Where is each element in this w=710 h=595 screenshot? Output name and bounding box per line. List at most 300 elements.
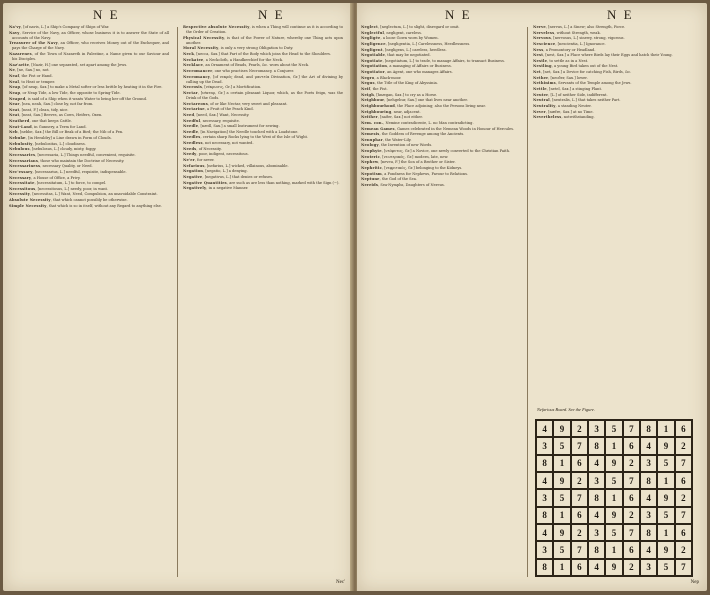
grid-cell: 8 — [536, 559, 553, 576]
entry-definition: [næfre, Sax.] at no Time. — [548, 109, 594, 114]
dictionary-entry: Neophyte, [νεόφυτος, Gr.] a Novice, one newly converted to the Christian Faith. — [361, 149, 511, 154]
entry-definition: [necessitosus, L.] needy, poor, in want. — [37, 186, 109, 191]
dictionary-entry: Nescience, [nescientia, L.] Ignorance. — [533, 41, 606, 46]
dictionary-entry: Nectareous, of or like Nectar, very sweet and pleasant. — [183, 101, 288, 106]
grid-cell: 9 — [553, 524, 570, 541]
dictionary-entry: Negotiate, [negotiatum, L.] to trade, to manage Affairs, to transact Business. — [361, 58, 505, 63]
dictionary-entry: Nest, [nest, Sax.] a Place where Birds lay their Eggs and hatch their Young. — [533, 53, 673, 58]
entry-definition: an Ornament of Beads, Pearls, &c. worn about the Neck. — [205, 63, 310, 68]
grid-cell: 6 — [675, 420, 692, 437]
entry-headword: Need — [183, 112, 195, 117]
entry-headword: Ness — [533, 47, 544, 52]
grid-cell: 8 — [640, 524, 657, 541]
dictionary-entry: Neat-Land, in Gunnery, a Term for Land. — [9, 124, 87, 129]
entry-headword: Negotiation — [361, 64, 388, 69]
entry-definition: [neveu, F.] the Son of a Brother or Sister. — [380, 160, 456, 165]
entry-headword: Neptune — [361, 177, 380, 182]
entry-headword: Neat — [9, 113, 20, 118]
dictionary-entry: Neglectful, negligent, careless. — [361, 30, 423, 35]
entry-headword: Nectareous — [183, 101, 208, 106]
grid-cell: 3 — [536, 437, 553, 454]
entry-definition: [nædl, Sax.] a small Instrument for sewing. — [200, 124, 280, 129]
grid-cell: 5 — [553, 541, 570, 558]
right-page-column-2 — [533, 25, 693, 405]
entry-headword: Negative Quantities — [183, 180, 227, 185]
dictionary-entry: Nectar, [νέκταρ, Gr.] a certain pleasant Liquor, which, as the Poets feign, was the Drink of the Gods. — [183, 90, 343, 100]
grid-cell: 1 — [605, 541, 622, 558]
entry-headword: Negotiable — [361, 53, 385, 58]
dictionary-entry: Neck, [necca, Sax.] that Part of the Body which joins the Head to the Shoulders. — [183, 52, 332, 57]
grid-cell: 2 — [675, 541, 692, 558]
entry-definition: a Promontory or Headland. — [545, 47, 596, 52]
grid-cell: 4 — [588, 455, 605, 472]
figure-title: Nefarious Board. See the Figure. — [537, 407, 595, 412]
grid-cell: 1 — [553, 507, 570, 524]
dictionary-entry: Nervous, [nervosus, L.] sinewy, strong, vigorous. — [533, 36, 625, 41]
grid-cell: 6 — [675, 472, 692, 489]
grid-cell: 7 — [675, 455, 692, 472]
entry-headword: Nest — [533, 53, 544, 58]
entry-definition: [in Navigation] the Needle touched with a Loadstone. — [200, 129, 299, 134]
entry-definition: a Fondness for Nephews, Favour to Relations. — [384, 171, 469, 176]
entry-definition: are such as are less than nothing, marked with the Sign (−). — [229, 180, 340, 185]
right-running-head-1: N E — [445, 7, 472, 22]
grid-cell: 4 — [588, 559, 605, 576]
entry-definition: Nemine contradicente, L. no Man contradicting. — [385, 120, 474, 125]
grid-cell: 2 — [623, 559, 640, 576]
dictionary-entry: Nethinims, Servants of the Temple among the Jews. — [533, 81, 632, 86]
entry-definition: a young Bird taken out of the Nest. — [554, 64, 619, 69]
entry-headword: Neighbourhood — [361, 103, 395, 108]
grid-cell: 8 — [640, 420, 657, 437]
dictionary-entry: Nebulæ, [in Heraldry] a Line drawn in Form of Clouds. — [9, 136, 112, 141]
entry-definition: [nea, neah, Sax.] close by, not far from. — [21, 102, 94, 107]
dictionary-entry: Nerve, [nervus, L.] a Sinew; also Strength, Force. — [533, 25, 626, 29]
entry-definition: [neutralis, L.] that takes neither Part. — [552, 98, 621, 103]
dictionary-entry: Treasurer of the Navy, an Officer, who receives Money out of the Exchequer, and pays the Charge of the Navy. — [9, 41, 169, 51]
entry-definition: [neoðer, Sax.] lower. — [550, 75, 588, 80]
entry-definition: is when a Thing will continue as it is according to the Order of Creation. — [186, 25, 343, 35]
grid-cell: 4 — [640, 489, 657, 506]
entry-headword: Needle — [183, 124, 199, 129]
entry-headword: Needy — [183, 152, 197, 157]
right-running-head-2: N E — [607, 7, 634, 22]
entry-definition: [νέκταρ, Gr.] a certain pleasant Liquor, which, as the Poets feign, was the Drink of the Gods. — [186, 90, 343, 100]
dictionary-entry: Near, [nea, neah, Sax.] close by, not far from. — [9, 102, 94, 107]
entry-headword: Nephew — [361, 160, 379, 165]
entry-headword: Nemean Games — [361, 126, 395, 131]
dictionary-entry: Neutrality, a standing Neuter. — [533, 103, 592, 108]
entry-definition: that may be negotiated. — [387, 53, 431, 58]
grid-cell: 7 — [623, 472, 640, 489]
dictionary-entry: Nerveless, without Strength, weak. — [533, 30, 601, 35]
entry-definition: [negligens, L.] careless, heedless. — [384, 47, 447, 52]
entry-headword: Nevertheless — [533, 115, 562, 120]
entry-definition: poor, indigent, necessitous. — [198, 152, 249, 157]
entry-definition: an Officer, who receives Money out of the Exchequer, and pays the Charge of the Navy. — [12, 41, 169, 51]
entry-definition: a managing of Affairs or Business. — [389, 64, 452, 69]
dictionary-entry: Neighbour, [nehgebur, Sax.] one that lives near another. — [361, 98, 468, 103]
left-page-column-2 — [183, 25, 343, 585]
dictionary-entry: Neif, the Fist. — [361, 87, 388, 92]
grid-cell: 4 — [640, 437, 657, 454]
grid-cell: 3 — [588, 524, 605, 541]
grid-cell: 7 — [675, 507, 692, 524]
entry-headword: Moral Necessity — [183, 46, 219, 51]
entry-headword: Neal — [9, 79, 20, 84]
entry-headword: Neuter — [533, 92, 549, 97]
grid-cell: 1 — [657, 420, 674, 437]
dictionary-entry: Neoteric, [νεωτερικός, Gr.] modern, late, new. — [361, 154, 449, 159]
dictionary-entry: Simple Necessity, that which is so in itself, without any Regard to anything else. — [9, 203, 162, 208]
entry-headword: Negro — [361, 75, 375, 80]
entry-definition: [of νεκρός dead, and μαντεία Divination, Gr.] the Art of divining by calling up the Dead. — [186, 74, 343, 84]
dictionary-entry: Neal, to Heat or temper. — [9, 79, 56, 84]
entry-definition: Service of the Navy, an Officer, whose business it is to answer the State of all accounts of the Navy. — [12, 30, 169, 40]
grid-cell: 1 — [553, 455, 570, 472]
entry-headword: Nectar — [183, 90, 198, 95]
entry-headword: Neckatee — [183, 57, 204, 62]
dictionary-entry: Necrosis, [νέκρωσις, Gr.] a Mortification. — [183, 85, 262, 90]
entry-definition: the Water-Lily. — [385, 137, 412, 142]
entry-definition: [negligentia, L.] Carelessness, Heedlessness. — [388, 41, 471, 46]
grid-cell: 7 — [675, 559, 692, 576]
dictionary-entry: Necromancer, one who practises Necromancy, a Conjurer. — [183, 68, 294, 73]
dictionary-entry: Negro, a Black-moor. — [361, 75, 402, 80]
entry-headword: Negotiator — [361, 70, 385, 75]
entry-headword: Neighbour — [361, 98, 385, 103]
entry-definition: [naðer, Sax.] not either. — [380, 115, 423, 120]
dictionary-entry: Necessary, a House of Office, a Privy. — [9, 175, 81, 180]
grid-cell: 9 — [605, 455, 622, 472]
grid-cell: 3 — [536, 489, 553, 506]
entry-headword: Neophyte — [361, 149, 382, 154]
entry-definition: [negotiatum, L.] to trade, to manage Affairs, to transact Business. — [384, 58, 505, 63]
entry-definition: to Heat or temper. — [21, 79, 56, 84]
entry-headword: Necessarians — [9, 158, 39, 163]
grid-cell: 2 — [675, 437, 692, 454]
dictionary-entry: Never, [næfre, Sax.] at no Time. — [533, 109, 594, 114]
entry-definition: [in Heraldry] a Line drawn in Form of Clouds. — [28, 136, 112, 141]
entry-definition: [neglectum, L.] to slight, disregard or omit. — [380, 25, 460, 29]
dictionary-entry: Necessity, [necessitas, L.] Want, Need, Compulsion, an unavoidable Constraint. — [9, 192, 158, 197]
dictionary-entry: Nebulous, [nebulosus, L.] cloudy, misty, foggy. — [9, 147, 97, 152]
entry-headword: Needful — [183, 118, 201, 123]
entry-definition: [neat, Sax.] Beeves, as Cows, Heifers, Oxen. — [21, 113, 103, 118]
entry-definition: [net, Sax.] a Device for catching Fish, Birds, &c. — [543, 70, 632, 75]
dictionary-entry: Na'vy, [of navis, L.] a Ship's Company of Ships of War. — [9, 25, 110, 29]
entry-definition: [nervosus, L.] sinewy, strong, vigorous. — [553, 36, 625, 41]
entry-headword: Nenuphar — [361, 137, 383, 142]
grid-cell: 6 — [571, 507, 588, 524]
entry-headword: Negligence — [361, 41, 386, 46]
entry-definition: the Fist or Hand. — [21, 73, 53, 78]
dictionary-entry: Nevertheless, notwithstanding. — [533, 115, 595, 120]
grid-cell: 7 — [571, 437, 588, 454]
entry-definition: not necessary, not wanted. — [204, 141, 254, 146]
dictionary-entry: Nenuphar, the Water-Lily. — [361, 137, 412, 142]
left-catchword: Nec' — [336, 580, 345, 585]
entry-headword: Ne — [9, 68, 15, 73]
grid-cell: 4 — [536, 472, 553, 489]
entry-headword: Neither — [361, 115, 378, 120]
entry-headword: Nettle — [533, 87, 547, 92]
grid-cell: 8 — [536, 455, 553, 472]
dictionary-entry: Physical Necessity, is that of the Power of Nature, whereby one Thing acts upon another. — [183, 35, 343, 45]
entry-headword: Neglect — [361, 25, 378, 29]
grid-cell: 3 — [640, 559, 657, 576]
left-running-head-2: N E — [258, 7, 285, 22]
entry-definition: without Strength, weak. — [556, 30, 601, 35]
grid-cell: 1 — [605, 437, 622, 454]
entry-headword: Respective absolute Necessity — [183, 25, 250, 29]
grid-cell: 2 — [571, 524, 588, 541]
entry-headword: Negligent — [361, 47, 383, 52]
dictionary-entry: Naz'arite, [Nazir, H.] one separated, set apart among the Jews. — [9, 62, 128, 67]
dictionary-entry: Needle, [in Navigation] the Needle touched with a Loadstone. — [183, 129, 299, 134]
entry-headword: Nec'essary — [9, 169, 33, 174]
grid-cell: 3 — [588, 420, 605, 437]
dictionary-entry: Nemean Games, Games celebrated in the Nemean Woods in Honour of Hercules. — [361, 126, 515, 131]
grid-cell: 1 — [553, 559, 570, 576]
grid-cell: 6 — [571, 455, 588, 472]
dictionary-entry: Neatherd, one that keeps Cattle. — [9, 119, 72, 124]
dictionary-entry: Negus, the Title of the King of Abyssinia. — [361, 81, 438, 86]
entry-definition: notwithstanding. — [563, 115, 595, 120]
entry-definition: certain sharp Rocks lying to the West of the Isle of Wight. — [202, 135, 309, 140]
entry-definition: the God of the Sea. — [381, 177, 418, 182]
entry-headword: Nestle — [533, 58, 548, 63]
dictionary-entry: Negative Quantities, are such as are less than nothing, marked with the Sign (−). — [183, 180, 340, 185]
entry-headword: Near — [9, 102, 20, 107]
dictionary-entry: Negative, [negativus, L.] that denies or refuses. — [183, 174, 274, 179]
entry-headword: Nem. con. — [361, 120, 384, 125]
dictionary-entry: Necessarians, those who maintain the Doctrine of Necessity. — [9, 158, 125, 163]
grid-cell: 2 — [623, 507, 640, 524]
dictionary-entry: Neat, [neat, Sax.] Beeves, as Cows, Heifers, Oxen. — [9, 113, 103, 118]
dictionary-entry: Needy, poor, indigent, necessitous. — [183, 152, 249, 157]
grid-cell: 5 — [605, 420, 622, 437]
entry-definition: in a negative Manner. — [208, 186, 249, 191]
entry-definition: of Necessity. — [198, 146, 222, 151]
entry-headword: Neat — [9, 107, 20, 112]
dictionary-entry: Neology, the Invention of new Words. — [361, 143, 433, 148]
dictionary-entry: Nefarious, [nefarius, L.] wicked, villainous, abominable. — [183, 163, 289, 168]
left-page-column-1 — [9, 25, 169, 585]
grid-cell: 7 — [623, 524, 640, 541]
grid-cell: 8 — [640, 472, 657, 489]
dictionary-entry: Nebulosity, [nebulositas, L.] cloudiness. — [9, 141, 86, 146]
entry-headword: Neat-Land — [9, 124, 32, 129]
grid-cell: 5 — [657, 455, 674, 472]
grid-cell: 8 — [536, 507, 553, 524]
entry-headword: Neighbouring — [361, 109, 392, 114]
dictionary-entry: Negligent, [negligens, L.] careless, heedless. — [361, 47, 447, 52]
entry-definition: [of neap, Sax.] to make a Metal softer or less brittle by heating it in the Fire. — [22, 85, 163, 90]
entry-definition: the Goddess of Revenge among the Ancients. — [381, 132, 465, 137]
entry-definition: [netel, Sax.] a stinging Plant. — [549, 87, 603, 92]
entry-headword: Nefarious — [183, 163, 205, 168]
dictionary-entry: Negligée, a loose Gown worn by Women. — [361, 36, 439, 41]
dictionary-entry: Nereids, Sea-Nymphs, Daughters of Nereus. — [361, 182, 445, 187]
dictionary-entry: Neutral, [neutralis, L.] that takes neither Part. — [533, 98, 621, 103]
entry-headword: Negative — [183, 174, 203, 179]
entry-headword: Neology — [361, 143, 379, 148]
dictionary-entry: Necessariness, necessary Quality, or Need. — [9, 164, 93, 169]
entry-definition: of the Town of Nazareth in Palestine, a Name given to our Saviour and his Disciples. — [12, 52, 169, 62]
right-catchword: Nep — [690, 580, 699, 585]
magic-square-grid — [535, 419, 693, 577]
entry-headword: Absolute Necessity — [9, 198, 51, 203]
entry-definition: a House of Office, a Privy. — [33, 175, 81, 180]
entry-headword: Necessariness — [9, 164, 41, 169]
grid-cell: 8 — [588, 437, 605, 454]
dictionary-entry: Neptune, the God of the Sea. — [361, 177, 418, 182]
dictionary-entry: Moral Necessity, is only a very strong Obligation to Duty. — [183, 46, 294, 51]
left-running-head-1: N E — [93, 7, 120, 22]
entry-headword: Neoteric — [361, 154, 380, 159]
entry-definition: a Fruit of the Peach Kind. — [207, 107, 254, 112]
dictionary-entry: Neckatee, a Neckcloth, a Handkerchief for the Neck. — [183, 57, 284, 62]
dictionary-entry: Neat, [neat, F.] clean, tidy, nice. — [9, 107, 69, 112]
right-page-column-1 — [361, 25, 521, 585]
grid-cell: 7 — [571, 541, 588, 558]
dictionary-entry: Need, [need, Sax.] Want, Necessity. — [183, 112, 250, 117]
entry-definition: [νέκρωσις, Gr.] a Mortification. — [204, 85, 262, 90]
entry-headword: Necrosis — [183, 85, 203, 90]
grid-cell: 1 — [657, 472, 674, 489]
entry-headword: Neb — [9, 130, 18, 135]
grid-cell: 9 — [553, 420, 570, 437]
grid-cell: 3 — [640, 507, 657, 524]
entry-headword: Necromancy — [183, 74, 211, 79]
grid-cell: 6 — [675, 524, 692, 541]
entry-definition: [necessarius, L.] needful, requisite, indispensable. — [34, 169, 127, 174]
entry-definition: the Invention of new Words. — [381, 143, 433, 148]
entry-headword: Neglectful — [361, 30, 385, 35]
entry-headword: Neck — [183, 52, 195, 57]
dictionary-entry: Neb, [nebbe, Sax.] the Bill or Beak of a Bird; the Nib of a Pen. — [9, 130, 124, 135]
entry-headword: Nerveless — [533, 30, 555, 35]
grid-cell: 9 — [657, 541, 674, 558]
entry-definition: for never. — [197, 158, 215, 162]
grid-cell: 2 — [623, 455, 640, 472]
entry-definition: is that of the Power of Nature, whereby one Thing acts upon another. — [186, 35, 343, 45]
dictionary-entry: Nemesis, the Goddess of Revenge among the Ancients. — [361, 132, 465, 137]
entry-definition: [necca, Sax.] that Part of the Body which joins the Head to the Shoulders. — [196, 52, 332, 57]
entry-headword: Nazarenes — [9, 52, 32, 57]
dictionary-entry: Nephew, [neveu, F.] the Son of a Brother or Sister. — [361, 160, 456, 165]
entry-headword: Simple Necessity — [9, 203, 47, 208]
entry-definition: [nebulositas, L.] cloudiness. — [34, 141, 86, 146]
entry-headword: Nemesis — [361, 132, 380, 137]
entry-definition: of or like Nectar, very sweet and pleasant. — [210, 101, 288, 106]
dictionary-entry: Nem. con., Nemine contradicente, L. no Man contradicting. — [361, 120, 474, 125]
entry-definition: [of navis, L.] a Ship's Company of Ships of War. — [23, 25, 110, 29]
entry-headword: Necessaries — [9, 152, 36, 157]
dictionary-entry: Necklace, an Ornament of Beads, Pearls, &c. worn about the Neck. — [183, 63, 310, 68]
dictionary-entry: Needle, [nædl, Sax.] a small Instrument for sewing. — [183, 124, 280, 129]
dictionary-entry: Necessitate, [necessitatum, L.] to force, to compel. — [9, 181, 107, 186]
dictionary-entry: Negation, [negatio, L.] a denying. — [183, 169, 248, 174]
grid-cell: 5 — [605, 472, 622, 489]
entry-definition: [necessitatum, L.] to force, to compel. — [36, 181, 107, 186]
dictionary-entry: Needless, not necessary, not wanted. — [183, 141, 254, 146]
entry-definition: the Title of the King of Abyssinia. — [377, 81, 438, 86]
dictionary-entry: Neaped, is said of a Ship when it wants Water to bring her off the Ground. — [9, 96, 148, 101]
entry-headword: Nephritic — [361, 166, 382, 171]
grid-cell: 3 — [640, 455, 657, 472]
entry-headword: Necessitate — [9, 181, 35, 186]
entry-definition: [νεωτερικός, Gr.] modern, late, new. — [382, 154, 449, 159]
entry-definition: the Place adjoining; also the Persons living near. — [397, 103, 486, 108]
dictionary-entry: Negotiator, an Agent, one who manages Affairs. — [361, 70, 453, 75]
entry-definition: one who practises Necromancy, a Conjurer. — [214, 68, 294, 73]
dictionary-entry: Nazarenes, of the Town of Nazareth in Palestine, a Name given to our Saviour and his Disciples. — [9, 52, 169, 62]
grid-cell: 6 — [623, 437, 640, 454]
dictionary-entry: Neap, or Neap Tide, a low Tide, the opposite to Spring-Tide. — [9, 90, 121, 95]
dictionary-entry: Nestle, to settle as in a Nest. — [533, 58, 589, 63]
entry-definition: near, adjacent. — [393, 109, 421, 114]
entry-definition: [negativus, L.] that denies or refuses. — [204, 174, 274, 179]
grid-cell: 9 — [605, 559, 622, 576]
entry-definition: [Nazir, H.] one separated, set apart among the Jews. — [31, 62, 128, 67]
entry-headword: Navy — [9, 30, 20, 35]
grid-cell: 1 — [657, 524, 674, 541]
grid-cell: 4 — [536, 524, 553, 541]
entry-headword: Neaf — [9, 73, 20, 78]
entry-definition: or Neap Tide, a low Tide, the opposite to Spring-Tide. — [22, 90, 121, 95]
dictionary-entry: Neither, [naðer, Sax.] not either. — [361, 115, 423, 120]
entry-definition: in Gunnery, a Term for Land. — [34, 124, 87, 129]
dictionary-entry: Nether, [neoðer, Sax.] lower. — [533, 75, 588, 80]
entry-headword: Negotiate — [361, 58, 383, 63]
grid-cell: 4 — [536, 420, 553, 437]
dictionary-entry: Necessitous, [necessitosus, L.] needy, poor, in want. — [9, 186, 109, 191]
entry-definition: Sea-Nymphs, Daughters of Nereus. — [380, 182, 445, 187]
entry-headword: Neif — [361, 87, 371, 92]
dictionary-entry: Neaf, the Fist or Hand. — [9, 73, 53, 78]
right-column-rule — [527, 27, 528, 577]
entry-headword: Neap — [9, 90, 21, 95]
dictionary-entry: Nepotism, a Fondness for Nephews, Favour to Relations. — [361, 171, 469, 176]
grid-cell: 5 — [553, 437, 570, 454]
dictionary-entry: Needles, certain sharp Rocks lying to the West of the Isle of Wight. — [183, 135, 309, 140]
entry-definition: is only a very strong Obligation to Duty. — [220, 46, 294, 51]
dictionary-entry: Net, [net, Sax.] a Device for catching Fish, Birds, &c. — [533, 70, 632, 75]
grid-cell: 6 — [623, 489, 640, 506]
entry-definition: [need, Sax.] Want, Necessity. — [196, 112, 250, 117]
entry-headword: Negligée — [361, 36, 381, 41]
entry-definition: [nescientia, L.] Ignorance. — [557, 41, 606, 46]
entry-headword: Nether — [533, 75, 549, 80]
entry-headword: Negus — [361, 81, 375, 86]
entry-headword: Necessary — [9, 175, 32, 180]
entry-headword: Nebulosity — [9, 141, 33, 146]
entry-headword: Necessitous — [9, 186, 36, 191]
dictionary-entry: Negotiable, that may be negotiated. — [361, 53, 431, 58]
entry-headword: Treasurer of the Navy — [9, 41, 58, 46]
right-page — [357, 3, 707, 591]
dictionary-entry: Neigh, [hnægan, Sax.] to cry as a Horse. — [361, 92, 438, 97]
left-column-rule — [177, 27, 178, 577]
entry-headword: Neaped — [9, 96, 26, 101]
entry-definition: a standing Neuter. — [557, 103, 592, 108]
entry-headword: Needs — [183, 146, 197, 151]
entry-definition: a loose Gown worn by Women. — [382, 36, 439, 41]
grid-cell: 7 — [623, 420, 640, 437]
entry-headword: Necessity — [9, 192, 31, 197]
